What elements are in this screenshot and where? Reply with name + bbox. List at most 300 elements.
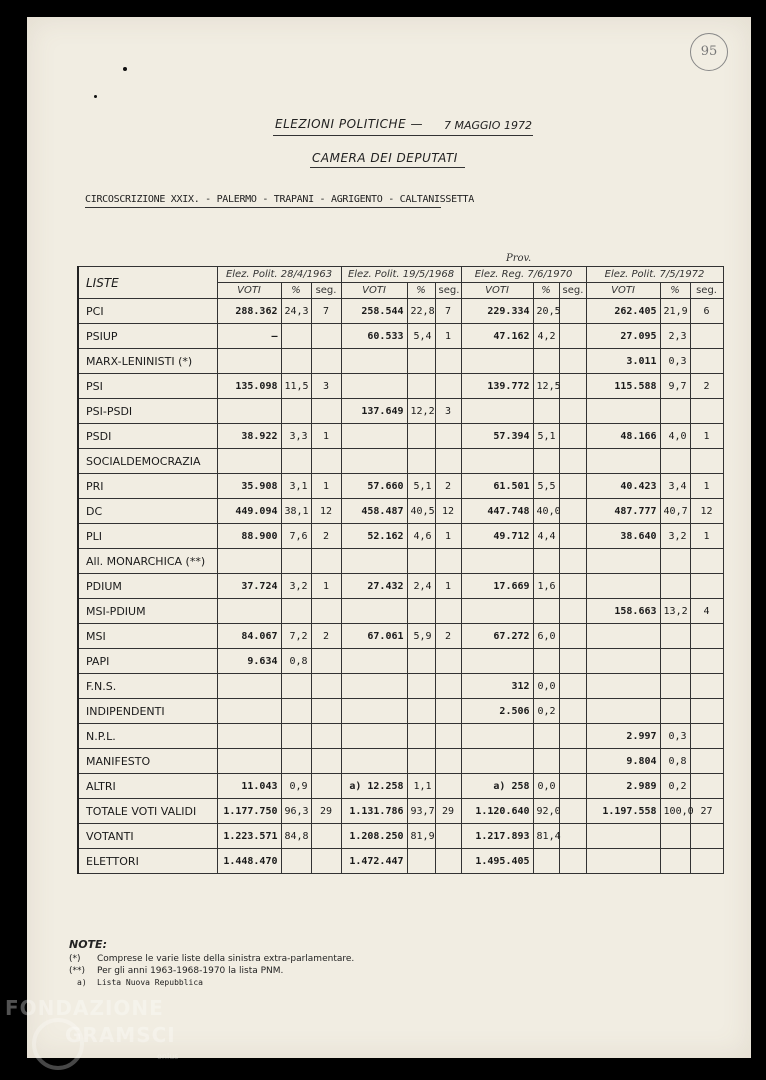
pct-header: %: [660, 283, 690, 299]
seats-cell: 2: [311, 624, 341, 649]
percent-cell: [533, 549, 559, 574]
seats-cell: [559, 399, 586, 424]
seats-cell: [559, 524, 586, 549]
seats-cell: [690, 349, 723, 374]
handwritten-note: Prov.: [506, 253, 532, 264]
percent-cell: 93,7: [407, 799, 435, 824]
seats-cell: [435, 449, 461, 474]
votes-cell: [217, 549, 281, 574]
percent-cell: [407, 349, 435, 374]
percent-cell: [407, 374, 435, 399]
percent-cell: 0,8: [660, 749, 690, 774]
seats-cell: [435, 724, 461, 749]
table-row: [78, 424, 723, 449]
votes-cell: a) 12.258: [341, 774, 407, 799]
seats-cell: 6: [690, 299, 723, 324]
votes-cell: [586, 824, 660, 849]
percent-cell: [407, 424, 435, 449]
votes-cell: 262.405: [586, 299, 660, 324]
table-row: [78, 349, 723, 374]
seats-cell: 1: [311, 424, 341, 449]
note-mark: (**): [69, 966, 86, 976]
list-label: MSI: [78, 624, 217, 649]
seats-cell: [559, 799, 586, 824]
percent-cell: [281, 749, 311, 774]
percent-cell: [660, 574, 690, 599]
votes-cell: [461, 724, 533, 749]
seats-cell: [690, 849, 723, 874]
votes-cell: [461, 549, 533, 574]
votes-cell: 48.166: [586, 424, 660, 449]
seats-cell: 1: [435, 324, 461, 349]
pct-header: %: [407, 283, 435, 299]
list-label: MSI-PDIUM: [78, 599, 217, 624]
percent-cell: 21,9: [660, 299, 690, 324]
seats-cell: [690, 674, 723, 699]
watermark-line1: FONDAZIONE: [5, 996, 164, 1020]
seats-cell: 4: [690, 599, 723, 624]
note-text: Comprese le varie liste della sinistra extra-parlamentare.: [97, 954, 355, 964]
votes-cell: [341, 424, 407, 449]
seats-cell: 12: [435, 499, 461, 524]
list-label: MANIFESTO: [78, 749, 217, 774]
votes-cell: 27.095: [586, 324, 660, 349]
percent-cell: 40,5: [407, 499, 435, 524]
ink-speck: [94, 95, 97, 98]
list-label: PAPI: [78, 649, 217, 674]
seats-cell: [311, 324, 341, 349]
votes-cell: 158.663: [586, 599, 660, 624]
percent-cell: 0,2: [533, 699, 559, 724]
seats-cell: [690, 624, 723, 649]
percent-cell: [407, 449, 435, 474]
seats-cell: [690, 649, 723, 674]
seats-cell: [435, 774, 461, 799]
seats-cell: [435, 699, 461, 724]
watermark-line2: GRAMSCI: [65, 1023, 176, 1047]
percent-cell: 2,3: [660, 324, 690, 349]
votes-cell: 9.634: [217, 649, 281, 674]
percent-cell: [407, 599, 435, 624]
votes-cell: 1.197.558: [586, 799, 660, 824]
notes-title: NOTE:: [69, 938, 107, 951]
election-date: 7 MAGGIO 1972: [444, 119, 532, 132]
percent-cell: 0,8: [281, 649, 311, 674]
percent-cell: 1,1: [407, 774, 435, 799]
votes-cell: 27.432: [341, 574, 407, 599]
percent-cell: [533, 749, 559, 774]
percent-cell: 81,9: [407, 824, 435, 849]
seats-cell: 1: [690, 474, 723, 499]
votes-cell: [341, 649, 407, 674]
percent-cell: [660, 849, 690, 874]
page-number-stamp: 95: [690, 33, 728, 71]
votes-cell: [217, 599, 281, 624]
votes-cell: [217, 399, 281, 424]
list-label: PDIUM: [78, 574, 217, 599]
seats-cell: [559, 774, 586, 799]
percent-cell: 4,0: [660, 424, 690, 449]
document-subtitle: CAMERA DEI DEPUTATI: [312, 151, 458, 165]
seats-cell: [559, 699, 586, 724]
votes-cell: [341, 349, 407, 374]
watermark-tag: onlus: [157, 1052, 179, 1061]
voti-header: VOTI: [461, 283, 533, 299]
note-mark: a): [77, 978, 87, 987]
seats-cell: [435, 824, 461, 849]
voti-header: VOTI: [217, 283, 281, 299]
percent-cell: 3,4: [660, 474, 690, 499]
seats-cell: [690, 399, 723, 424]
percent-cell: 4,4: [533, 524, 559, 549]
percent-cell: [281, 699, 311, 724]
seats-cell: [690, 549, 723, 574]
votes-cell: 88.900: [217, 524, 281, 549]
percent-cell: 3,1: [281, 474, 311, 499]
votes-cell: [341, 749, 407, 774]
votes-cell: [341, 549, 407, 574]
votes-cell: 49.712: [461, 524, 533, 549]
seats-cell: [690, 699, 723, 724]
percent-cell: 4,6: [407, 524, 435, 549]
seats-cell: [311, 824, 341, 849]
seats-cell: [559, 299, 586, 324]
percent-cell: 0,9: [281, 774, 311, 799]
list-label: N.P.L.: [78, 724, 217, 749]
seats-cell: 29: [311, 799, 341, 824]
percent-cell: [533, 449, 559, 474]
list-label: VOTANTI: [78, 824, 217, 849]
votes-cell: 135.098: [217, 374, 281, 399]
seats-cell: [559, 349, 586, 374]
seats-cell: [559, 674, 586, 699]
votes-cell: [217, 724, 281, 749]
votes-cell: [586, 549, 660, 574]
percent-cell: 5,5: [533, 474, 559, 499]
seats-cell: [690, 774, 723, 799]
seats-cell: [435, 549, 461, 574]
percent-cell: [281, 324, 311, 349]
percent-cell: 5,1: [407, 474, 435, 499]
percent-cell: 40,0: [533, 499, 559, 524]
votes-cell: [461, 399, 533, 424]
percent-cell: 81,4: [533, 824, 559, 849]
percent-cell: 20,5: [533, 299, 559, 324]
percent-cell: [533, 399, 559, 424]
votes-cell: 38.640: [586, 524, 660, 549]
votes-cell: [461, 449, 533, 474]
results-table: [77, 266, 724, 874]
percent-cell: 0,0: [533, 774, 559, 799]
watermark-circle-icon: [32, 1018, 84, 1070]
table-row: [78, 574, 723, 599]
votes-cell: 229.334: [461, 299, 533, 324]
percent-cell: 6,0: [533, 624, 559, 649]
seats-cell: [311, 749, 341, 774]
percent-cell: 0,3: [660, 349, 690, 374]
votes-cell: 1.217.893: [461, 824, 533, 849]
subtitle-underline: [310, 167, 465, 168]
percent-cell: 9,7: [660, 374, 690, 399]
percent-cell: [281, 549, 311, 574]
period-header: Elez. Polit. 7/5/1972: [586, 267, 723, 283]
period-header: Elez. Polit. 28/4/1963: [217, 267, 341, 283]
votes-cell: [586, 574, 660, 599]
votes-cell: [217, 749, 281, 774]
percent-cell: [407, 749, 435, 774]
seats-cell: 3: [435, 399, 461, 424]
percent-cell: 12,5: [533, 374, 559, 399]
watermark-logo: [5, 995, 176, 1049]
table-row: [78, 524, 723, 549]
percent-cell: [407, 724, 435, 749]
seats-cell: [435, 649, 461, 674]
seats-cell: [559, 574, 586, 599]
votes-cell: 60.533: [341, 324, 407, 349]
seats-cell: 1: [435, 574, 461, 599]
votes-cell: [586, 674, 660, 699]
seats-cell: [559, 724, 586, 749]
results-body: [78, 299, 723, 874]
votes-cell: 17.669: [461, 574, 533, 599]
totals-row: [78, 824, 723, 849]
votes-cell: [341, 599, 407, 624]
seats-cell: [311, 674, 341, 699]
seats-cell: [311, 599, 341, 624]
seats-cell: 3: [311, 374, 341, 399]
seats-cell: [435, 674, 461, 699]
table-row: [78, 599, 723, 624]
votes-cell: [217, 699, 281, 724]
percent-cell: 0,0: [533, 674, 559, 699]
votes-cell: 67.272: [461, 624, 533, 649]
seg-header: seg.: [435, 283, 461, 299]
pct-header: %: [533, 283, 559, 299]
percent-cell: [407, 699, 435, 724]
votes-cell: 57.660: [341, 474, 407, 499]
note-text: Lista Nuova Repubblica: [97, 978, 203, 987]
seg-header: seg.: [311, 283, 341, 299]
percent-cell: 3,2: [660, 524, 690, 549]
table-row: [78, 549, 723, 574]
table-row: [78, 499, 723, 524]
seats-cell: [435, 424, 461, 449]
percent-cell: 40,7: [660, 499, 690, 524]
percent-cell: 100,0: [660, 799, 690, 824]
note-mark: (*): [69, 954, 81, 964]
percent-cell: [660, 449, 690, 474]
seats-cell: 2: [690, 374, 723, 399]
percent-cell: 96,3: [281, 799, 311, 824]
percent-cell: [533, 724, 559, 749]
percent-cell: 4,2: [533, 324, 559, 349]
list-label: ELETTORI: [78, 849, 217, 874]
table-row: [78, 474, 723, 499]
votes-cell: 139.772: [461, 374, 533, 399]
seats-cell: 1: [690, 524, 723, 549]
seats-cell: [311, 774, 341, 799]
table-row: [78, 449, 723, 474]
votes-cell: 288.362: [217, 299, 281, 324]
percent-cell: [660, 824, 690, 849]
seats-cell: [435, 849, 461, 874]
seats-cell: [690, 724, 723, 749]
votes-cell: 458.487: [341, 499, 407, 524]
seats-cell: [559, 499, 586, 524]
votes-cell: 449.094: [217, 499, 281, 524]
percent-cell: 12,2: [407, 399, 435, 424]
percent-cell: 7,2: [281, 624, 311, 649]
votes-cell: [461, 599, 533, 624]
votes-cell: 447.748: [461, 499, 533, 524]
table-row: [78, 774, 723, 799]
seats-cell: [559, 824, 586, 849]
percent-cell: [281, 724, 311, 749]
seats-cell: [559, 474, 586, 499]
seats-cell: [435, 349, 461, 374]
percent-cell: [533, 599, 559, 624]
seats-cell: [311, 399, 341, 424]
votes-cell: –: [217, 324, 281, 349]
percent-cell: [407, 649, 435, 674]
percent-cell: 7,6: [281, 524, 311, 549]
votes-cell: 57.394: [461, 424, 533, 449]
votes-cell: 52.162: [341, 524, 407, 549]
votes-cell: 137.649: [341, 399, 407, 424]
votes-cell: [217, 449, 281, 474]
votes-cell: 1.131.786: [341, 799, 407, 824]
percent-cell: [281, 674, 311, 699]
seats-cell: [559, 424, 586, 449]
percent-cell: [660, 549, 690, 574]
circoscrizione-underline: [85, 207, 441, 208]
seg-header: seg.: [559, 283, 586, 299]
seats-cell: [311, 724, 341, 749]
votes-cell: 38.922: [217, 424, 281, 449]
seats-cell: [435, 599, 461, 624]
seats-cell: [690, 449, 723, 474]
seats-cell: 12: [311, 499, 341, 524]
percent-cell: [660, 674, 690, 699]
percent-cell: 38,1: [281, 499, 311, 524]
seats-cell: [311, 649, 341, 674]
list-label: ALTRI: [78, 774, 217, 799]
seats-cell: [690, 324, 723, 349]
percent-cell: 5,9: [407, 624, 435, 649]
votes-cell: 1.177.750: [217, 799, 281, 824]
votes-cell: 47.162: [461, 324, 533, 349]
percent-cell: 3,2: [281, 574, 311, 599]
percent-cell: 2,4: [407, 574, 435, 599]
seats-cell: [311, 449, 341, 474]
seats-cell: [311, 549, 341, 574]
percent-cell: [533, 649, 559, 674]
seats-cell: [559, 624, 586, 649]
table-row: [78, 724, 723, 749]
percent-cell: [407, 674, 435, 699]
table-row: [78, 299, 723, 324]
list-label: PSIUP: [78, 324, 217, 349]
list-label: DC: [78, 499, 217, 524]
percent-cell: [407, 849, 435, 874]
percent-cell: [281, 849, 311, 874]
seats-cell: [311, 699, 341, 724]
seats-cell: 29: [435, 799, 461, 824]
percent-cell: [660, 399, 690, 424]
seats-cell: [690, 574, 723, 599]
votes-cell: 1.223.571: [217, 824, 281, 849]
votes-cell: [341, 374, 407, 399]
seats-cell: 7: [435, 299, 461, 324]
percent-cell: 5,4: [407, 324, 435, 349]
votes-cell: [586, 699, 660, 724]
percent-cell: 92,0: [533, 799, 559, 824]
votes-cell: [341, 724, 407, 749]
seats-cell: 2: [311, 524, 341, 549]
seats-cell: 1: [311, 474, 341, 499]
voti-header: VOTI: [586, 283, 660, 299]
seats-cell: [435, 749, 461, 774]
seats-cell: [559, 549, 586, 574]
percent-cell: 0,3: [660, 724, 690, 749]
seats-cell: [311, 349, 341, 374]
list-label: SOCIALDEMOCRAZIA: [78, 449, 217, 474]
table-row: [78, 674, 723, 699]
percent-cell: 84,8: [281, 824, 311, 849]
percent-cell: 1,6: [533, 574, 559, 599]
list-label: MARX-LENINISTI (*): [78, 349, 217, 374]
votes-cell: 3.011: [586, 349, 660, 374]
liste-header: LISTE: [78, 267, 217, 299]
period-header: Elez. Reg. 7/6/1970: [461, 267, 586, 283]
list-label: All. MONARCHICA (**): [78, 549, 217, 574]
table-row: [78, 649, 723, 674]
list-label: F.N.S.: [78, 674, 217, 699]
title-underline: [273, 135, 533, 136]
list-label: PCI: [78, 299, 217, 324]
votes-cell: [341, 674, 407, 699]
percent-cell: [660, 699, 690, 724]
votes-cell: [586, 449, 660, 474]
votes-cell: [586, 649, 660, 674]
circoscrizione-label: CIRCOSCRIZIONE XXIX. - PALERMO - TRAPANI - AGRIGENTO - CALTANISSETTA: [85, 194, 474, 205]
seats-cell: [559, 599, 586, 624]
totals-row: [78, 799, 723, 824]
votes-cell: [217, 674, 281, 699]
votes-cell: 258.544: [341, 299, 407, 324]
votes-cell: 2.989: [586, 774, 660, 799]
percent-cell: 0,2: [660, 774, 690, 799]
document-title: ELEZIONI POLITICHE —: [275, 117, 423, 131]
seats-cell: [311, 849, 341, 874]
list-label: PLI: [78, 524, 217, 549]
seg-header: seg.: [690, 283, 723, 299]
percent-cell: [660, 649, 690, 674]
note-item: [69, 966, 354, 976]
votes-cell: [341, 449, 407, 474]
percent-cell: [281, 399, 311, 424]
seats-cell: [559, 374, 586, 399]
ink-speck: [123, 67, 127, 71]
votes-cell: a) 258: [461, 774, 533, 799]
seats-cell: 2: [435, 474, 461, 499]
seats-cell: 1: [690, 424, 723, 449]
votes-cell: 487.777: [586, 499, 660, 524]
votes-cell: 61.501: [461, 474, 533, 499]
totals-row: [78, 849, 723, 874]
seats-cell: 7: [311, 299, 341, 324]
seats-cell: [690, 824, 723, 849]
